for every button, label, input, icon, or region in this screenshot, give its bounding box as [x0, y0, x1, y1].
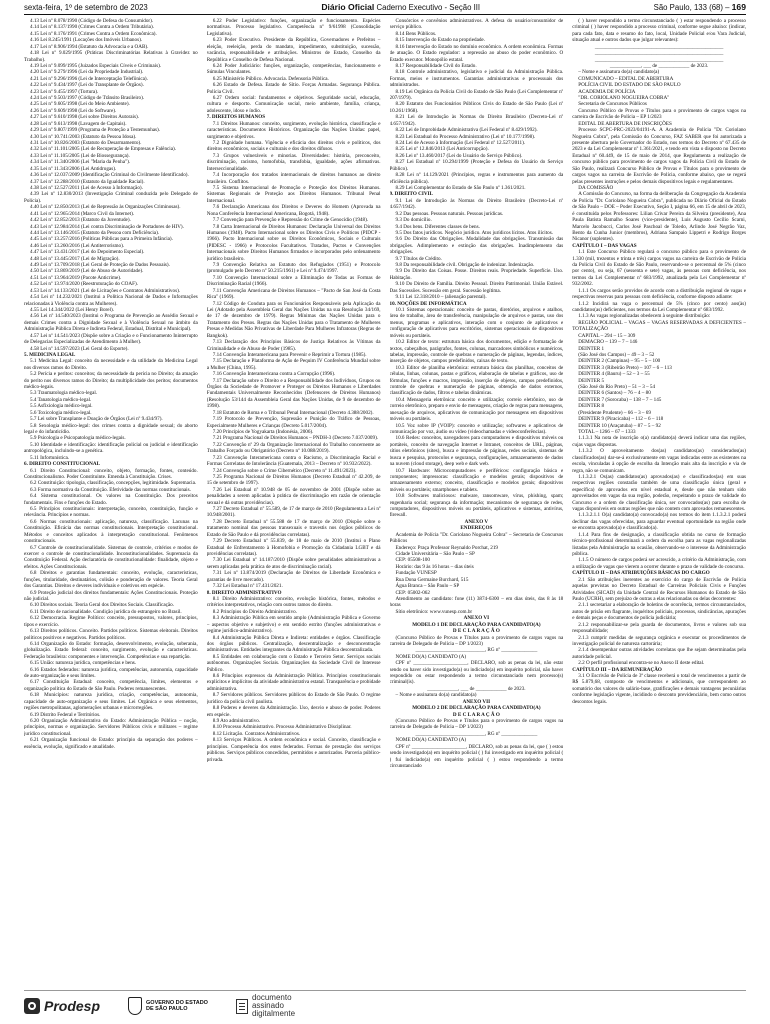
paragraph: 6.20 Organização Administrativa do Estado: Administração Pública – noção, princípios, normas e organização. Servidores Públicos civis e militares – regime jurídico constitucional. — [24, 717, 198, 737]
paragraph: 4.58 Lei nº 14.597/2023 (Lei Geral do Esporte). — [30, 345, 129, 352]
paragraph: POLÍCIA CIVIL DO ESTADO DE SÃO PAULO — [578, 82, 681, 89]
paragraph: 7.19 Protocolo de Prevenção, Supressão e Punição do Tráfico de Pessoas, Especialmente Mulheres e Crianças (Decreto 5.017/2004). — [206, 416, 381, 429]
paragraph: 7.17 Declaração sobre o Direito e a Responsabilidade dos Indivíduos, Grupos ou Órgãos da Sociedade de Promover e Proteger os Direitos Humanos e Liberdades Fundamentais Universalmente Reconhecidos (Defensores de Direitos Humanos) (Resolução 53/144 da Assembleia Geral das Nações Unidas, de 9 de dezembro de 1998). — [206, 377, 381, 410]
paragraph: "DR. CORIOLANO NOGUEIRA COBRA" — [578, 95, 670, 102]
paragraph: 7.18 Estatuto de Roma e o Tribunal Penal Internacional (Decreto 4.388/2002). — [212, 409, 374, 416]
paragraph: 9.9 Do Direito das Coisas. Posse. Direitos reais. Propriedade. Superfície. Uso. Habitação. — [389, 268, 564, 281]
paragraph: 5.4 Tanatologia médico-legal. — [30, 396, 92, 403]
paragraph: 7.4 Incorporação dos tratados internacionais de direitos humanos ao direito brasileiro. Conflitos. — [206, 172, 381, 185]
paragraph: 10.3 Editor de planilha eletrônica: estrutura básica das planilhas, conceitos de células, linhas, colunas, pastas e gráficos, elaboração de tabelas e gráficos, uso de fórmulas, funções e macros, impressão, inserção de objetos, campos predefinidos, controle de quebras e numeração de páginas, obtenção de dados externos, classificação de dados, filtros e tabelas dinâmicas. — [389, 364, 564, 397]
publication-title: Diário Oficial — [321, 2, 375, 12]
paragraph: 5.11 Infortunística. — [30, 454, 70, 461]
paragraph: REGIÃO POLICIAL – VAGAS – VAGAS RESERVADAS A DEFICIENTES – TOTALIZAÇÃO — [572, 319, 746, 333]
paragraph: 6.2 Constituição: tipologia, classificação, concepções, legitimidade. Supremacia. — [30, 480, 197, 487]
paragraph: 4.14 Lei nº 8.137/1990 (Crimes Contra a Ordem Tributária). — [30, 24, 154, 31]
paragraph: TOTAL – 1266 – 67 – 1333 — [578, 429, 636, 435]
paragraph: DEINTER 8 — [578, 403, 605, 410]
paragraph: 7.26 Lei Estadual nº 10.948 de 05 de novembro de 2001 (Dispõe sobre as penalidades a serem aplicadas à prática de discriminação em razão de orientação sexual e dá outras providências). — [206, 486, 381, 506]
paragraph: 8.6 Princípios expressos da Administração Pública. Princípios constitucionais explícitos e implícitos da atividade administrativa estatal. Transparência e probidade administrativa. — [206, 673, 381, 692]
paragraph: 1.1.3.1 Na nota de inscrição o(a) candidato(a) deverá indicar uma das regiões, cujas vagas dispostas. — [572, 435, 746, 448]
paragraph: 7.28 Decreto Estadual nº 55.588 de 17 de março de 2010 (Dispõe sobre o tratamento nominal das pessoas transexuais e travestis nos órgãos públicos do Estado de São Paulo e dá providências correlatas). — [206, 518, 381, 538]
paragraph: 4.17 Lei nº 8.906/1994 (Estatuto da Advocacia e a OAB). — [30, 43, 149, 50]
column-2 — [207, 18, 381, 980]
paragraph: CPF nº _____________________, DECLARO, sob as penas da lei, que ( ) estou sendo investigado(a) em inquérito policial ( ) fui investigado em inquérito policial ( ) fui indiciado(a) em inquérito policial ( ) estou respondendo a termo circunstanciado — [389, 743, 564, 769]
paragraph: 4.20 Lei nº 9.279/1996 (Lei da Propriedade Industrial). — [30, 69, 144, 76]
paragraph: 7.8 Carta Internacional de Direitos Humanos: Declaração Universal dos Direitos Humanos (1948). Pacto Internacional sobre os Direitos Civis e Políticos (PIDCP - 1966). Pacto Internacional sobre os Direitos Econômicos, Sociais e Culturais (PIDESC - 1966) e Protocolos Facultativos. Tratados, Pactos e Convenções Internacionais sobre Direitos Humanos firmados e incorporados pelo ordenamento jurídico brasileiro. — [206, 223, 381, 262]
paragraph: NOME DO(A) CANDIDATO (A) — [395, 653, 467, 660]
paragraph: 9.4 Dos bens. Diferentes classes de bens. — [395, 223, 480, 230]
paragraph: DEINTER 9 (Piracicaba) – 112 – 6 – 118 — [578, 416, 664, 423]
paragraph: – Nome e assinatura do(a) candidato(a) — [578, 69, 660, 76]
paragraph: 8.26 Lei nº 13.460/2017 (Lei do Usuário do Serviço Público). — [395, 152, 523, 159]
signature-line-2: assinado — [251, 1001, 284, 1010]
paragraph: DEINTER 5 — [578, 377, 605, 384]
paragraph: 4.39 Lei nº 12.830/2013 (Investigação Criminal conduzida pelo Delegado de Polícia). — [24, 191, 198, 204]
paragraph: 4.47 Lei nº 13.431/2017 (Lei do Depoimento Especial). — [30, 249, 145, 256]
paragraph: 6.16 Estados federados: natureza jurídica, competências, autonomia, capacidade de auto-organização e seus limites. — [24, 666, 198, 680]
paragraph: 4.19 Lei nº 9.099/1995 (Juizados Especiais Cíveis e Criminais). — [30, 62, 162, 69]
signature-line-1: documento — [251, 993, 292, 1002]
paragraph: 8.27 Lei Estadual nº 10.294/1999 (Proteção e Defesa do Usuário do Serviço Público). — [389, 159, 564, 172]
paragraph: 10.5 Voz sobre IP (VOIP): conceito e utilização; softwares e aplicativos de comunicação por voz, áudio ou vídeo (videochamadas e videoconferências). — [389, 422, 564, 435]
section-heading: 10. NOÇÕES DE INFORMÁTICA — [389, 300, 467, 307]
paragraph: 9.8 Da responsabilidade civil. Obrigação de indenizar. Indenização. — [395, 262, 535, 269]
paragraph: 8.16 Intervenção do Estado no domínio econômico. A ordem econômica. Formas de atuação. O Estado regulador: a repressão ao abuso do poder econômico. O Estado executor. Monopólio estatal. — [389, 43, 564, 63]
signature-line-3: digitalmente — [251, 1009, 296, 1018]
paragraph: 10.7 Hardware: Microcomputadores e periféricos: configuração básica e componentes; impressoras: classificação e modelos gerais; dispositivos de armazenamento externo; conceito, classificação e modelos gerais; dispositivos móveis ou portáteis; smartphones e tablets. — [389, 467, 564, 493]
paragraph: 7.32 Lei Estadual nº 17.431/2021. — [212, 583, 283, 590]
paragraph: DEINTER 6 (Santos) – 76 – 4 – 80 — [578, 390, 651, 397]
paragraph: 7.14 Convenção Interamericana para Prevenir e Reprimir a Tortura (1985). — [212, 351, 367, 358]
paragraph: DA COMISSÃO — [578, 184, 614, 191]
page-header — [24, 0, 746, 15]
paragraph: 6.6 Normas constitucionais: aplicação, natureza, classificação. Lacunas na Constituição. Eficácia das normas constitucionais. Interpretação constitucional. Métodos e conceitos aplicados à interpretação constitucional. Fenômenos constitucionais. — [24, 518, 198, 545]
paragraph: 4.29 Lei nº 9.807/1999 (Programa de Proteção a Testemunhas). — [30, 127, 161, 134]
paragraph: Concurso Público de Provas e Títulos para o provimento de cargos vagos na carreira de Escrivão de Polícia – EP 1/2023 — [572, 107, 746, 121]
paragraph: 9.1 Lei de Introdução às Normas do Direito Brasileiro (Decreto-Lei nº 4.657/1942). — [389, 197, 564, 211]
paragraph: 1.1.3.2 O aproveitamento dos(as) candidatos(as) considerados(as) classificados(as) dar-se-á exclusivamente em vagas indicadas entre as existentes na escola, vinculadas à opção de escolha da Intenção mais alta da inscrição e via de regra, não se comunicam. — [572, 448, 746, 474]
paragraph: 8.25 Lei nº 12.846/2013 (Lei Anticorrupção). — [395, 146, 489, 153]
centered-heading: ANEXO VII — [462, 698, 491, 705]
paragraph: Fundação VUNESP — [395, 570, 437, 577]
paragraph: DEMACRO – 139 – 7 – 146 — [578, 339, 638, 346]
paragraph: DEINTER 4 (Bauru) – 52 – 3 – 55 — [578, 371, 650, 378]
paragraph: 6.22 Poder Legislativo: funções, organização e funcionamento. Espécies normativas. Processo legislativo. Competência nº 9/61998 (Consolidação Legislativa). — [206, 18, 381, 37]
paragraph: 4.37 Lei nº 12.288/2010 (Estatuto da Igualdade Racial). — [30, 178, 145, 185]
centered-heading: ENDEREÇOS — [460, 525, 493, 532]
paragraph: 4.50 Lei nº 13.869/2019 (Lei de Abuso de Autoridade). — [30, 268, 144, 275]
paragraph: 6.8 Direitos e garantias fundamentais: conceito, evolução, características, funções, titularidade, destinatários, colisão e ponderação de valores. Teoria Geral dos Garantias. Direitos e deveres individuais e coletivos em espécie. — [24, 570, 198, 590]
paragraph: 7.10 Convenção Internacional sobre a Eliminação de Todas as Formas de Discriminação Racial (1966). — [206, 274, 381, 288]
paragraph: Processo SCPC-PRC-2023/04191-A. A Academia de Polícia "Dr. Coriolano Nogueira Cobra", pela Comissão do Concurso, FAZ SABER que foi autorizada a presente abertura pelo Governador do Estado, nos termos do Decreto nº 67.435 de 2023 e da Lei Complementar nº 1.361/2021, e tendo em vista o disposto no Decreto Estadual nº 60.449, de 15 de maio de 2014, que Regulamenta a realização de concurso público para provimento de cargos vagos da Polícia Civil do Estado de São Paulo, realizará Concurso Público de Provas e Títulos para o provimento de cargos vagos na carreira de Escrivão de Polícia, conforme abaixo, que se regerá pelas presentes instruções e pelos demais dispositivos legais e regulamentares. — [572, 127, 746, 185]
column-4 — [572, 18, 746, 980]
paragraph: 8.7 Servidores públicos. Servidores públicos do Estado de São Paulo. O regime jurídico da polícia civil paulista. — [206, 692, 381, 705]
paragraph: 8.9 Ato administrativo. — [212, 717, 261, 724]
paragraph: 4.49 Lei nº 13.709/2018 (Lei Geral de Proteção de Dados Pessoais). — [30, 262, 170, 269]
paragraph: 8.28 Lei nº 14.129/2021 (Princípios, regras e instrumentos para aumento da eficiência pública). — [389, 172, 564, 185]
centered-heading: ANEXO V — [464, 518, 489, 525]
signature-line: ___________________________, RG nº ______________ — [415, 647, 538, 654]
text-columns — [24, 18, 746, 980]
paragraph: 4.15 Lei nº 8.176/1991 (Crimes Contra a Ordem Econômica). — [30, 30, 157, 37]
paragraph: 7.2 Dignidade humana. Vigência e eficácia dos direitos civis e políticos, dos direitos econômicos, sociais e culturais e dos direitos difusos. — [206, 140, 381, 153]
paragraph: 4.56 Lei nº 14.540/2023 (Institui o Programa de Prevenção ao Assédio Sexual e demais Crimes contra a Dignidade Sexual e à Violência Sexual no âmbito da Administração Pública Direta e Indireta Federal, Estadual, Distrital e Municipal). — [24, 313, 198, 333]
paragraph: 7.11 Convenção Americana de Direitos Humanos – "Pacto de San José da Costa Rica" (1969). — [206, 287, 381, 301]
paragraph: 3.1 O Escrivão de Polícia de 3ª classe receberá o total de vencimentos a partir de R$ 5.879,68, composto de vencimentos e adicionais, que correspondem ao somatório dos valores do salário-base, gratificações e demais vantagens pecuniárias conforme legislação vigente, incidindo o desconto previdenciário, bem como outros descontos legais. — [572, 673, 746, 705]
header-issue — [654, 2, 746, 12]
paragraph: 4.51 Lei nº 13.964/2019 (Pacote Anticrime). — [30, 274, 122, 281]
paragraph: 8.10 Processo Administrativo. Processo Administrativo Disciplinar. — [212, 724, 352, 731]
paragraph: 1.1.3.2.1 Os(as) candidatos(as) aprovados(as) e classificados(as) em suas respectivas regiões constarão também de uma classificação única (geral e específica) de aprovados em nível estadual e, desde que não tenham sido aproveitados em vagas da sua região, poderão, respeitando o prazo de validade do Concurso e a ordem de classificação única, ser convocados(as) para escolha de vagas disponíveis em outras regiões que não contem com aprovados remanescentes. — [572, 473, 746, 513]
column-3 — [390, 18, 564, 980]
paragraph: – Nome e assinatura do(a) candidato(a) — [395, 692, 477, 699]
paragraph: (Presidente Prudente) – 66 – 3 – 69 — [578, 409, 651, 416]
signature-line: ____________, ___ de ____________ de 2023. — [609, 62, 709, 69]
paragraph: 6.7 Controle de constitucionalidade. Sistemas de controle, critérios e modos de exercer o controle de constitucionalidade. Inconstitucionalidades. Supremacia da Constituição Federal. Ação declaratória de constitucionalidade: finalidade, objeto e efeitos. Ações Constitucionais. — [24, 544, 198, 570]
paragraph: A Comissão do Concurso, na forma da deliberação da Congregação da Academia de Polícia "Dr. Coriolano Nogueira Cobra", publicada no Diário Oficial do Estado de São Paulo – DOE – Poder Executivo, Seção I, página 66, em 15 de abril de 2023, é constituída pelos Professores: Lilian Crivar Pereira da Silveira (presidente), Ana Paula Batista Ramalho Soares (vice-presidente), Luis Augusto Cecílio Scarni, Marcelo Jacobucci, Carlos José Paschoal de Toledo, Arlindo José Negrão Vaz, Bento da Cunha Junior (membros), Adriana Sampaio Lippetri e Rodrigo Borges Nicanor (suplentes). — [572, 191, 746, 243]
paragraph: CEP: 05002-062 — [395, 589, 430, 596]
signature-line: ___________________________, RG nº ______________ — [415, 730, 538, 737]
paragraph: DEINTER 1 — [578, 345, 605, 352]
paragraph: 4.43 Lei nº 12.984/2014 (Lei contra Discriminação de Portadores de HIV). — [30, 223, 184, 230]
paragraph: 10.2 Editor de texto: estrutura básica dos documentos, edição e formatação de textos, cabeçalhos, parágrafos, fontes, colunas, marcadores simbólicos e numéricos, tabelas, impressão, controle de quebras e numeração de páginas, legendas, índices, inserção de objetos, campos predefinidos, caixas de texto. — [389, 339, 564, 365]
paragraph: 4.18 Lei nº 9.029/1995 (Práticas Discriminatórias Relativas à Gravidez no Trabalho). — [24, 50, 198, 63]
paragraph: 6.15 União: natureza jurídica, competências e bens. — [30, 660, 137, 667]
paragraph: 7.6 Declaração Americana dos Direitos e Deveres do Homem (Aprovada na Nona Conferência Internacional Americana, Bogotá, 1948). — [206, 204, 381, 217]
header-publication — [148, 2, 654, 12]
paragraph: 7.22 Convenção nº 29 da Organização Internacional do Trabalho concernente ao Trabalho Forçado ou Obrigatório (Decreto nº 10.088/2019). — [206, 441, 381, 455]
prodesp-icon — [24, 998, 40, 1014]
paragraph: 2.1 São atribuições inerentes ao exercício do cargo de Escrivão de Polícia aquelas previstas no Decreto Estadual de Carreiras Policiais Civis e Funções Atividades (SICAD) da Unidade Central de Recursos Humanos do Estado de São Paulo (UCRH), sem prejuízo de outras a elas relacionadas ou delas decorrentes: — [572, 576, 746, 602]
paragraph: 6.19 Distrito Federal e Territórios. — [30, 711, 101, 718]
paragraph: ACADEMIA DE POLÍCIA — [578, 88, 636, 95]
paragraph: 7.16 Convenção Interamericana contra a Corrupção (1996). — [212, 371, 336, 378]
paragraph: 8.3 Administração Pública em sentido amplo (Administração Pública e Governo – aspectos objetivo e subjetivo) e em sentido estrito (funções administrativas e regime jurídico-administrativo). — [206, 615, 381, 635]
government-logo — [128, 997, 208, 1015]
government-line-1: GOVERNO DO ESTADO — [146, 1000, 208, 1006]
paragraph: 8.5 Entidades em colaboração com o Estado e Terceiro Setor. Serviços sociais autônomos. Organizações Sociais. Organizações da Sociedade Civil de Interesse Público. — [206, 653, 381, 673]
paragraph: 6.10 Direitos sociais. Teoria Geral dos Direitos Sociais. Classificação. — [30, 602, 175, 609]
paragraph: 4.32 Lei nº 11.101/2005 (Lei de Recuperação de Empresas e Falência). — [30, 146, 177, 153]
signature-line: ____________, ___ de ____________ de 2023. — [427, 685, 526, 692]
government-label — [146, 1000, 208, 1012]
paragraph: 8.17 Responsabilidade Civil do Estado. — [395, 62, 477, 69]
centered-heading: MODELO 1 DE DECLARAÇÃO PARA CANDIDATO(A) — [412, 621, 541, 628]
paragraph: 4.28 Lei nº 9.613/1998 (Lavagem de Capitais). — [30, 120, 127, 127]
paragraph: 6.4 Sistema constitucional. Os valores na Constituição. Dos preceitos fundamentais. Fins e funções do Estado. — [24, 493, 198, 506]
paragraph: 8.13 Serviços Públicos. A ordem econômica e social. Conceito, classificação e princípios. Competência dos entes federados. Formas de prestação dos serviços públicos. Serviços públicos concedidos, permitidos e autorizados. Parceria público-privada. — [206, 737, 381, 763]
centered-heading: D E C L A R A Ç Ã O — [452, 628, 500, 635]
section-heading: 8. DIREITO ADMINISTRATIVO — [206, 589, 282, 596]
centered-heading: MODELO 2 DE DECLARAÇÃO PARA CANDIDATO(A) — [412, 705, 541, 712]
paragraph: 8.24 Lei de Acesso à Informação (Lei Federal nº 12.527/2011). — [395, 140, 526, 147]
paragraph: 6.23 Poder Executivo. Presidente da República, Governadores e Prefeitos – eleição, reeleição, perda do mandato, impedimento, substituição, sucessão, vacância, responsabilidade e atribuições. Ministros de Estado, Conselho da República e Conselho de Defesa Nacional. — [206, 37, 381, 63]
prodesp-logo — [24, 998, 100, 1014]
paragraph: 8.2 Princípios do Direito Administrativo. — [212, 608, 297, 615]
paragraph: 1.1.3.2.1.1 O(a) candidato(a) convocado(a) nos termos do item 1.1.3.2.1 poderá declinar das vagas oferecidas, para aguardar eventual oportunidade na região onde se encontra aprovado(a) e classificado(a). — [572, 512, 746, 532]
paragraph: Cidade Universitária – São Paulo – SP — [395, 551, 475, 558]
page-footer — [24, 990, 746, 1021]
paragraph: 4.42 Lei nº 12.852/2013 (Estatuto da Juventude). — [30, 217, 131, 224]
paragraph: 7.3 Grupos vulneráveis e minorias. Diversidades: história, preconceito, discriminação, racismo, homofobia, transfobia, igualdade, ações afirmativas. Interseccionalidade. — [206, 152, 381, 172]
digital-signature-label — [252, 994, 295, 1018]
paragraph: 7.1 Direitos Humanos: conceito, surgimento, evolução histórica, classificação e características. Documentos Históricos. Organização das Nações Unidas: papel, surgimento e objetivos. — [206, 120, 381, 140]
paragraph: 7.7 Convenção para Prevenção e Repressão do Crime de Genocídio (1948). — [212, 217, 369, 224]
paragraph: 5.6 Toxicologia médico-legal. — [30, 409, 92, 416]
publication-section: Caderno Executivo - Seção III — [374, 3, 481, 12]
paragraph: 4.40 Lei nº 12.850/2013 (Lei de Repressão às Organizações Criminosas). — [30, 204, 181, 211]
paragraph: 6.9 Proteção judicial dos direitos fundamentais: Ações Constitucionais. Proteção não judicial. — [24, 589, 198, 602]
paragraph: 8.15 Intervenção do Estado na propriedade. — [395, 37, 485, 44]
paragraph: Sítio eletrônico: www.vunesp.com.br — [395, 608, 473, 615]
paragraph: CPF nº _____________________, DECLARO, sob as penas da lei, não estar sendo ou haver sido investigado(a) ou indiciado(a) em inquérito policial, não haver respondido ou estar respondendo a termo circunstanciado nem processo(s) criminal(is). — [389, 660, 564, 686]
paragraph: Atendimento ao candidato: fone (11) 3874-6300 – em dias úteis, das 8 às 18 horas — [389, 595, 564, 609]
paragraph: 8.20 Estatuto dos Funcionários Públicos Civis do Estado de São Paulo (Lei nº 10.261/1968). — [389, 101, 564, 114]
paragraph: 6.25 Ministério Público. Advocacia. Defensoria Pública. — [212, 75, 329, 82]
paragraph: 6.26 Estado de Defesa. Estado de Sítio. Forças Armadas. Segurança Pública. Polícia Civil. — [206, 82, 381, 95]
paragraph: 7.30 Lei Estadual nº 14.187/2010 (Dispõe sobre penalidades administrativas a serem aplicadas pela prática de atos de discriminação racial). — [206, 557, 381, 570]
paragraph: 6.13 Direitos políticos. Conceito. Partidos políticos. Sistemas eleitorais. Direitos políticos positivos e negativos. Partidos políticos. — [24, 628, 198, 641]
paragraph: 8.12 Licitação. Contratos Administrativos. — [212, 730, 301, 737]
paragraph: CAPITAL – 294 – 15 – 309 — [578, 332, 636, 339]
paragraph: 6.5 Princípios constitucionais: interpretação, conceito, constituição, função e relevância. Princípios e normas. — [24, 506, 198, 519]
paragraph: 6.27 Ordem social: fundamentos e objetivos. Seguridade social, educação, cultura e desporto. Comunicação social, meio ambiente, família, criança, adolescente, idoso e índio. — [206, 95, 381, 114]
paragraph: 2.1.2 responsabilizar-se pela guarda de documentos, livros e valores sob sua responsabilidade; — [572, 621, 746, 635]
paragraph: 4.22 Lei nº 9.434/1997 (Lei do Transplante de Órgãos). — [30, 82, 144, 89]
paragraph: 7.13 Declaração dos Princípios Básicos de Justiça Relativos às Vítimas da Criminalidade e de Abuso de Poder (1985). — [206, 339, 381, 352]
paragraph: 9.6 Do Direito das Obrigações. Modalidade das obrigações. Transmissão das obrigações. Adimplemento e extinção das obrigações. Inadimplemento das obrigações. — [389, 236, 564, 256]
paragraph: ( ) haver respondido a termo circunstanciado ( ) estar respondendo a processo criminal ( ) haver respondido a processo criminal, conforme segue abaixo: (indicar, para cada fato, data e resumo do fato, local, Unidade Policial e/ou Vara Judicial, situação atual e outros dados que julgar relevantes): — [572, 18, 746, 44]
paragraph: 9.5 Dos fatos jurídicos. Negócio jurídico. Atos jurídicos lícitos. Atos ilícitos. — [395, 229, 553, 236]
paragraph: 8.8 Poderes e deveres da Administração. Uso, desvio e abuso de poder. Poderes em espécie. — [206, 705, 381, 718]
paragraph: Água Branca – São Paulo – SP — [395, 583, 460, 590]
section-heading: CAPÍTULO III – DA REMUNERAÇÃO — [572, 666, 662, 673]
paragraph: 1.1.4 Para fins de designação, a classificação obtida no curso de formação técnico-profissional determinará a ordem da escolha para as vagas regionalizadas listadas pela Administração na ocasião, observando-se o interesse da Administração pública. — [572, 531, 746, 558]
paragraph: 9.11 Lei 12.318/2010 – (alienação parental). — [395, 294, 487, 301]
paragraph: EDITAL DE ABERTURA DE INSCRIÇÕES — [578, 120, 672, 127]
government-line-2: DE SÃO PAULO — [146, 1006, 188, 1012]
paragraph: 4.35 Lei nº 11.343/2006 (Lei Antidrogas). — [30, 165, 117, 172]
paragraph: Rua Dona Germaine Burchard, 515 — [395, 576, 469, 583]
paragraph: (Concurso Público de Provas e Títulos para o provimento de cargos vagos na carreira de Delegado de Polícia – DP 1/2023) — [389, 717, 564, 731]
paragraph: Secretaria de Concursos Públicos — [578, 101, 647, 108]
paragraph: 8.1 Direito Administrativo: conceito, evolução histórica, fontes, métodos e critérios interpretativos, relação com outros ramos do direito. — [206, 595, 381, 609]
paragraph: DEINTER 3 (Ribeirão Preto) – 107 – 6 – 113 — [578, 364, 672, 371]
paragraph: 4.48 Lei nº 13.445/2017 (Lei de Migração). — [30, 255, 120, 262]
paragraph: 2.1.3 cumprir medidas de segurança orgânica e executar os procedimentos de investigação policial de natureza cartorária; — [572, 634, 746, 647]
paragraph: 7.9 Convenção Relativa ao Estatuto dos Refugiados (1951) e Protocolo (promulgado pelo Decreto nº 50.215/1961) e Lei nº 9.474/1997. — [206, 262, 381, 275]
paragraph: 8.23 Lei Estadual do Processo Administrativo (Lei nº 10.177/1998). — [395, 133, 536, 140]
paragraph: 4.52 Lei nº 13.974/2020 (Reestruturação do COAF). — [30, 281, 138, 288]
paragraph: 7.24 Convenção sobre o Crime Cibernético (Decreto nº 11.491/2023). — [212, 467, 357, 474]
paragraph: (São José dos Campos) – 49 – 3 – 52 — [578, 351, 655, 358]
section-heading: 7. DIREITOS HUMANOS — [206, 114, 266, 121]
paragraph: 4.53 Lei nº 14.133/2021 (Lei de Licitações e Contratos Administrativos). — [30, 287, 181, 294]
paragraph: 8.14 Bens Públicos. — [395, 30, 437, 37]
paragraph: 5.1 Medicina Legal: conceito da necessidade e da utilidade da Medicina Legal nos diversos ramos do Direito. — [24, 358, 198, 371]
paragraph: 7.12 Código de Conduta para os Funcionários Responsáveis pela Aplicação da Lei (Adotado pela Assembleia Geral das Nações Unidas na sua Resolução 34/169, de 17 de dezembro de 1979). Regras Mínimas das Nações Unidas para o Tratamento dos Presos. Regras das Nações Unidas para o Tratamento de Mulheres Presas e Medidas Não Privativas de Liberdade Para Mulheres Infratoras (Regras de Bangkok). — [206, 300, 381, 339]
paragraph: 4.55 Lei 14.344/2022 (Lei Henry Borel). — [30, 306, 114, 313]
paragraph: 5.10 Identidade e identificação: identificação policial ou judicial e identificação antropológica, incluindo-se a genética. — [24, 441, 198, 455]
paragraph: 5.8 Sexologia médico-legal: dos crimes contra a dignidade sexual; do aborto legal e do infanticídio. — [24, 422, 198, 435]
paragraph: NOME DO(A) CANDIDATO (A) — [395, 737, 467, 744]
paragraph: 2.1.1 secretariar a elaboração de boletins de ocorrência, termos circunstanciados, autos de prisão em flagrante, inquéritos policiais, processos, sindicâncias, apurações e demais peças e documentos de polícia judiciária; — [572, 602, 746, 622]
paragraph: 7.23 Convenção Interamericana contra o Racismo, a Discriminação Racial e Formas Correlatas de Intolerância (Guatemala, 2013 – Decreto nº 10.932/2022). — [206, 454, 381, 468]
signed-document-icon — [236, 999, 248, 1014]
state-crest-icon — [128, 997, 142, 1015]
digital-signature-logo — [236, 994, 295, 1018]
signature-line: __________________________________________________ — [594, 56, 724, 63]
paragraph: CEP: 05508-100 — [395, 557, 430, 564]
paragraph: 4.41 Lei nº 12.965/2014 (Marco Civil da Internet). — [30, 210, 135, 217]
paragraph: Consórcios e convênios administrativos. A defesa do usuário/consumidor de serviço público. — [389, 18, 564, 31]
paragraph: DEINTER 7 (Sorocaba) – 138 – 7 – 145 — [578, 396, 662, 403]
paragraph: 4.26 Lei nº 9.609/1998 (Lei do Software). — [30, 107, 117, 114]
paragraph: 5.3 Traumatologia médico-legal. — [30, 390, 98, 397]
paragraph: 4.36 Lei nº 12.037/2009 (Identificação Criminal do Civilmente Identificado). — [30, 172, 189, 179]
header-date: sexta-feira, 1º de setembro de 2023 — [24, 2, 148, 12]
section-heading: CAPÍTULO II – DAS ATRIBUIÇÕES BÁSICAS DO CARGO — [572, 570, 710, 577]
paragraph: 2.2 O perfil profissional encontra-se no Anexo II deste edital. — [578, 660, 705, 667]
paragraph: 6.21 Organização funcional do Estado: princípio da separação dos poderes – essência, evolução, significado e atualidade. — [24, 737, 198, 750]
column-1 — [24, 18, 198, 980]
paragraph: Horário: das 9 às 16 horas – dias úteis — [395, 563, 474, 570]
paragraph: 4.27 Lei nº 9.610/1998 (Lei sobre Direitos Autorais). — [30, 114, 139, 121]
paragraph: 6.18 Municípios: natureza jurídica, criação, competências, autonomia, capacidade de auto-organização e seus limites. Lei Orgânica e seus elementos, regiões metropolitanas, aglomerações urbanas e microrregiões. — [24, 692, 198, 712]
paragraph: 4.33 Lei nº 11.105/2005 (Lei de Biossegurança). — [30, 152, 130, 159]
paragraph: 4.13 Lei nº 8.078/1990 (Código de Defesa do Consumidor). — [30, 18, 154, 24]
section-heading: CAPÍTULO I – DAS VAGAS — [572, 242, 637, 249]
paragraph: 10.8 Softwares maliciosos: malware, ransomware, vírus, phishing, spam; engenharia social; segurança da informação; mecanismos de segurança de redes, computadores, dispositivos móveis ou portáteis, aplicativos e sistemas, antivírus, firewall. — [389, 493, 564, 519]
page-number: 169 — [731, 2, 746, 12]
paragraph: Endereço: Praça Professor Reynaldo Porchat, 219 — [395, 544, 498, 551]
signature-line: __________________________________________________ — [594, 50, 724, 57]
paragraph: 1.1.5 O número de cargos poderá ser acrescido, a critério da Administração, com a utilização de vagas que vierem a ocorrer durante o prazo de validade do concurso. — [572, 557, 746, 570]
paragraph: 2.1.4 desempenhar outras atividades correlatas que lhe sejam determinadas pela autoridade policial. — [572, 647, 746, 660]
paragraph: 4.23 Lei nº 9.455/1997 (Tortura). — [30, 88, 99, 95]
paragraph: COMUNICADO – EDITAL DE ABERTURA — [578, 75, 674, 82]
paragraph: 7.20 Princípios de Yogyakarta (Indonésia, 2006). — [212, 429, 314, 435]
paragraph: 6.17 Constituição Estadual: conceito, competência, limites, elementos e organização política do Estado de São Paulo. Poderes remanescentes. — [24, 679, 198, 692]
paragraph: 5.5 Asfixiologia médico-legal. — [30, 403, 93, 410]
paragraph: 7.21 Programa Nacional de Direitos Humanos – PNDH-3 (Decreto 7.037/2009). — [212, 435, 379, 442]
paragraph: 6.24 Poder Judiciário: funções, organização, competências, funcionamento e Súmulas Vinculantes. — [206, 62, 381, 76]
paragraph: 8.4 Administração Pública Direta e Indireta: entidades e órgãos. Classificação dos órgãos públicos. Centralização, descentralização e desconcentração administrativas. Entidades integrantes da Administração Pública descentralizada. — [206, 634, 381, 654]
paragraph: 6.12 Democracia. Regime Político: conceito, pressupostos, valores, princípios, tipos e exercício. — [24, 615, 198, 628]
paragraph: 9.7 Títulos de Crédito. — [395, 255, 442, 262]
paragraph: 4.34 Lei nº 11.340/2006 (Lei "Maria da Penha"). — [30, 159, 131, 166]
centered-heading: D E C L A R A Ç Ã O — [452, 711, 500, 718]
paragraph: 7.5 Sistema Internacional de Promoção e Proteção dos Direitos Humanos. Sistemas Regionais de Proteção aos Direitos Humanos. Tribunal Penal Internacional. — [206, 184, 381, 204]
paragraph: 4.25 Lei nº 9.605/1998 (Lei do Meio Ambiente). — [30, 101, 130, 108]
paragraph: 8.22 Lei de Improbidade Administrativa (Lei Federal nº 8.429/1992). — [395, 127, 538, 134]
signature-line: __________________________________________________ — [594, 43, 724, 50]
paragraph: 8.21 Lei de Introdução às Normas do Direito Brasileiro (Decreto-Lei nº 4.657/1942). — [389, 114, 564, 127]
paragraph: 5.2 Perícia e peritos: conceitos; da necessidade da perícia no Direito; da atuação do perito nos diversos ramos do Direito; da multiplicidade dos peritos; documentos médico-legais. — [24, 371, 198, 391]
section-heading: 5. MEDICINA LEGAL — [24, 351, 76, 358]
paragraph: DEINTER 10 (Araçatuba) – 87 – 5 – 92 — [578, 422, 661, 429]
paragraph: 4.24 Lei nº 9.503/1997 (Código de Trânsito Brasileiro). — [30, 95, 145, 102]
paragraph: 4.44 Lei nº 13.146/2015 (Estatuto da Pessoa com Deficiência). — [30, 229, 160, 236]
paragraph: 4.16 Lei 8.245/1991 (Locações dos Imóveis Urbanos). — [30, 37, 143, 44]
paragraph: 4.54 Lei nº 14.232/2021 (Institui a Política Nacional de Dados e Informações relacionadas à Violência contra as Mulheres). — [24, 294, 198, 307]
paragraph: 5.9 Psicologia e Psicopatologia médico-legais. — [30, 435, 126, 442]
paragraph: 6.1 Direito Constitucional: conceito, objeto, formação, fontes, conteúdo. Constitucionalismo. Poder Constituinte. Emenda à Constituição. Crises. — [24, 467, 198, 480]
paragraph: 8.29 Lei Complementar do Estado de São Paulo nº 1.361/2021. — [395, 184, 526, 191]
paragraph: 4.46 Lei nº 13.260/2016 (Lei Antiterrorismo). — [30, 242, 125, 249]
paragraph: 6.3 Forma normativa da Constituição. Efetividade das normas constitucionais. — [30, 486, 191, 493]
centered-heading: ANEXO VI — [463, 615, 490, 622]
header-city-issue: São Paulo, 133 (68) – — [653, 3, 732, 12]
section-heading: 6. DIREITO CONSTITUCIONAL — [24, 461, 101, 468]
paragraph: 7.27 Decreto Estadual nº 55.589, de 17 de março de 2010 (Regulamenta a Lei nº 10.948/2001). — [206, 506, 381, 519]
paragraph: 8.18 Controle administrativo, legislativo e judicial da Administração Pública. Formas, meios e instrumentos. Garantias administrativas e processuais dos administrados. — [389, 69, 564, 89]
paragraph: 7.31 Lei nº 13.874/2019 (Declaração de Direitos de Liberdade Econômica e garantias de livre mercado). — [206, 570, 381, 583]
paragraph: 7.25 Programa Nacional de Direitos Humanos (Decreto Estadual nº 42.209, de 15 de setembro de 1997). — [206, 473, 381, 487]
paragraph: 4.45 Lei nº 13.257/2016 (Políticas Públicas para a Primeira Infância). — [30, 236, 173, 243]
paragraph: (Concurso Público de Provas e Títulos para o provimento de cargos vagos na carreira de Delegado de Polícia – DP 1/2023) — [389, 634, 564, 647]
paragraph: Academia de Polícia "Dr. Coriolano Nogueira Cobra" – Secretaria de Concursos Públicos — [389, 531, 564, 545]
paragraph: 4.57 Lei nº 14.541/2023 (Dispõe sobre a Criação e o Funcionamento Ininterrupto de Delegacias Especializadas de Atendimento à Mulher). — [24, 332, 198, 346]
paragraph: 8.19 Lei Orgânica da Polícia Civil do Estado de São Paulo (Lei Complementar nº 207/1979). — [389, 88, 564, 102]
paragraph: 4.21 Lei nº 9.296/1996 (Lei de Interceptação Telefônica). — [30, 75, 148, 82]
paragraph: 6.14 Organização do Estado: formação, desenvolvimento, evolução, soberania, globalização. Estado federal: conceito, surgimento, evolução e características. Federação brasileira: componentes e intervenção. Competências e sua repartição. — [24, 640, 198, 660]
paragraph: 9.10 Do Direito de Família. Direito Pessoal. Direito Patrimonial. União Estável. Das Sucessões. Sucessão em geral. Sucessão legítima. — [389, 281, 564, 294]
paragraph: 6.11 Direito de nacionalidade. Condição jurídica do estrangeiro no Brasil. — [30, 608, 182, 615]
paragraph: 4.38 Lei nº 12.527/2011 (Lei de Acesso à Informação). — [30, 184, 143, 191]
paragraph: 5.7 Lei sobre Transplante e Doação de Órgãos (Lei nº 9.434/97). — [30, 416, 163, 423]
prodesp-label: Prodesp — [44, 998, 101, 1014]
paragraph: 1.1.3 As vagas regionalizadas obedecem à seguinte distribuição: — [578, 313, 711, 320]
paragraph: 1.1.2 Incidirá na vaga o percentual de 5% (cinco por cento) aos(às) candidatos(as) deficientes, nos termos da Lei Complementar nº 683/1992. — [572, 300, 746, 313]
paragraph: 7.29 Decreto Estadual nº 55.839, de 18 de maio de 2010 (Institui o Plano Estadual de Enfrentamento à Homofobia e Promoção da Cidadania LGBT e dá providências correlatas). — [206, 538, 381, 558]
paragraph: 1.1 Este Concurso Público regulará o concurso público para o provimento de 1.330 (mil, trezentos e trinta e três) cargos vagos na carreira de Escrivão de Polícia da Polícia Civil do Estado de São Paulo, reservando-se o percentual de 5% (cinco por cento), ou seja, 67 (sessenta e sete) vagas, às pessoas com deficiência, nos termos da Lei Complementar nº 683/1992, atualizada pela Lei Complementar nº 932/2002. — [572, 249, 746, 288]
paragraph: 4.31 Lei nº 10.826/2003 (Estatuto do Desarmamento). — [30, 140, 142, 147]
paragraph: 10.4 Mensageria eletrônica: conceito e utilização; correio eletrônico, uso de correio eletrônico, preparo e envio de mensagens, criação de regras para mensagens, anexação de arquivos, aplicativos de comunicação por mensagens em dispositivos móveis ou portáteis. — [389, 396, 564, 423]
paragraph: 1.1.1 Os cargos serão providos de acordo com a distribuição regional de vagas e respectivas reservas para pessoas com deficiência, conforme disposto adiante: — [572, 287, 746, 301]
paragraph: (São José do Rio Preto) – 51 – 3 – 54 — [578, 384, 656, 391]
section-heading: 9. DIREITO CIVIL — [389, 191, 433, 198]
paragraph: 10.1 Sistemas operacionais: conceito de pastas, diretórios, arquivos e atalhos, área de trabalho, área de transferência, manipulação de arquivos e pastas, uso dos menus, programas e aplicativos, interação com o conjunto de aplicativos e configuração de aplicativos para escritórios, sistemas operacionais de dispositivos móveis ou portáteis. — [389, 306, 564, 339]
paragraph: 9.3 Do domicílio. — [395, 217, 432, 224]
paragraph: DEINTER 2 (Campinas) – 95 – 5 – 100 — [578, 358, 661, 365]
paragraph: 7.15 Declaração e Plataforma de Ação de Pequim IV Conferência Mundial sobre a Mulher (China, 1995). — [206, 358, 381, 371]
paragraph: 10.6 Redes: conceitos, navegadores para computadores e dispositivos móveis ou portáteis, conceito de navegação Internet e Intranet, conceitos de URL, páginas, sítios eletrônicos (sites), busca e impressão de páginas, redes sociais, sistemas de busca e pesquisa, protocolos e segurança, configurações, armazenamento de dados na nuvem (cloud storage), deep web e dark web. — [389, 435, 564, 468]
paragraph: 9.2 Das pessoas. Pessoas naturais. Pessoas jurídicas. — [395, 210, 504, 217]
paragraph: 4.30 Lei nº 10.741/2003 (Estatuto da Pessoa Idosa). — [30, 133, 137, 140]
